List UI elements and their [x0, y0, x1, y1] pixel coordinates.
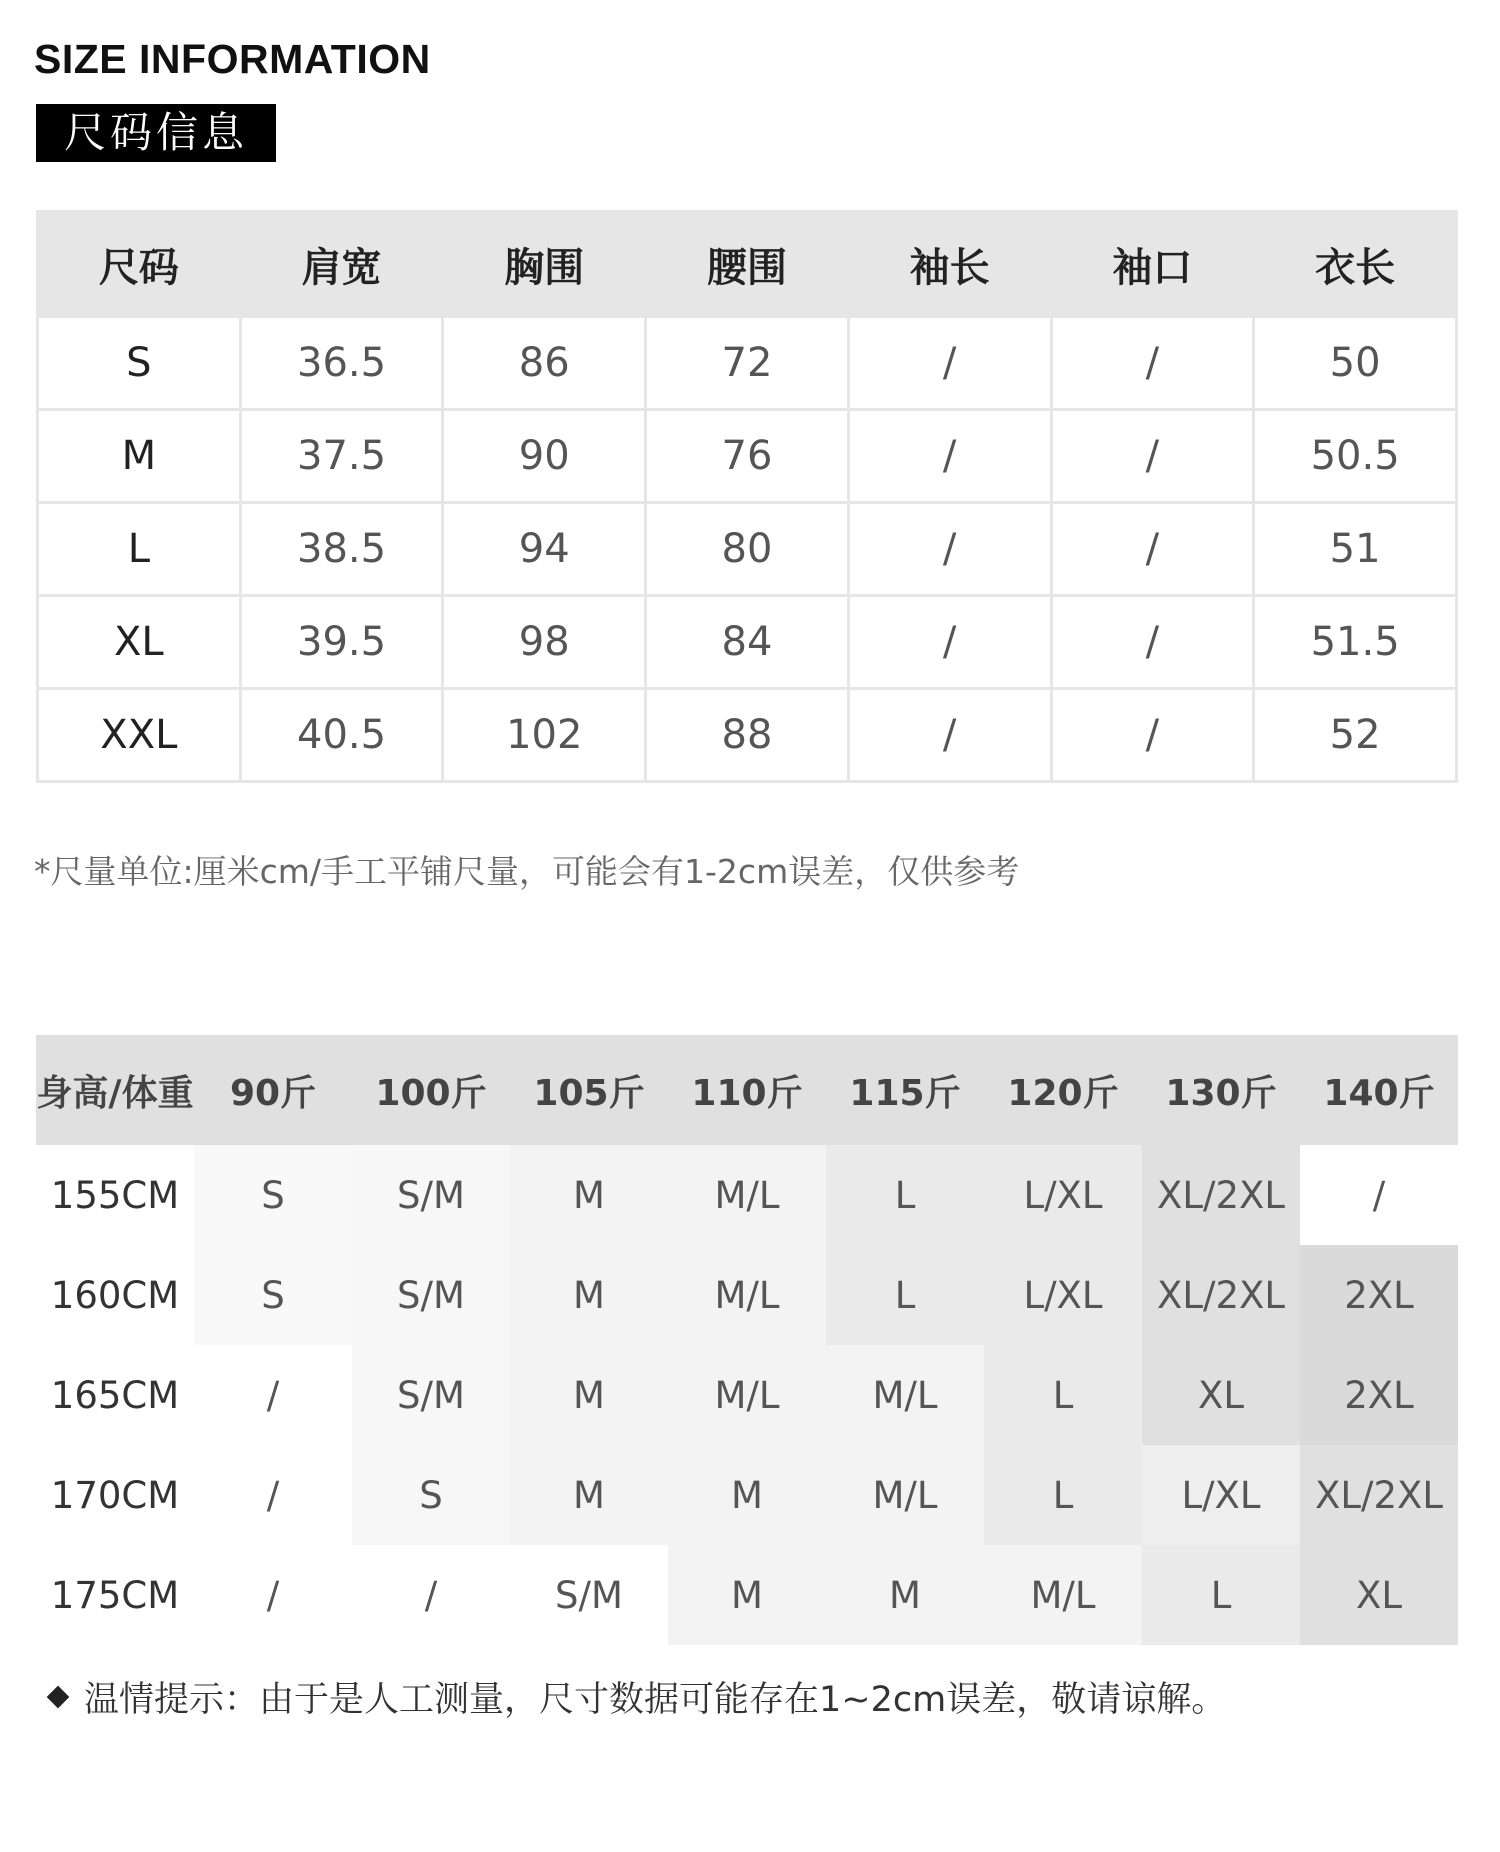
header-shoulder: 肩宽 [240, 212, 443, 317]
table-cell: 76 [646, 410, 849, 503]
recommended-size-cell: M [668, 1545, 826, 1645]
table-row [36, 1145, 1458, 1245]
recommended-size-cell: S/M [352, 1245, 510, 1345]
recommended-size-cell: M/L [826, 1345, 984, 1445]
recommended-size-cell: L [826, 1245, 984, 1345]
recommended-size-cell: M [826, 1545, 984, 1645]
table-cell: 90 [443, 410, 646, 503]
recommended-size-cell: S [352, 1445, 510, 1545]
table-cell: 88 [646, 689, 849, 782]
header-sleeve-length: 袖长 [848, 212, 1051, 317]
table-cell: / [848, 503, 1051, 596]
table-row [36, 1445, 1458, 1545]
recommended-size-cell: L [984, 1445, 1142, 1545]
recommended-size-cell: / [352, 1545, 510, 1645]
recommended-size-cell: L [1142, 1545, 1300, 1645]
recommended-size-cell: M [668, 1445, 826, 1545]
header-weight: 130斤 [1142, 1035, 1300, 1145]
header-size: 尺码 [38, 212, 241, 317]
recommended-size-cell: M/L [668, 1345, 826, 1445]
recommended-size-cell: S/M [352, 1345, 510, 1445]
recommended-size-cell: / [194, 1445, 352, 1545]
table-cell: / [1051, 689, 1254, 782]
table-cell: 51.5 [1254, 596, 1457, 689]
table-cell: / [1051, 410, 1254, 503]
table-cell: 98 [443, 596, 646, 689]
recommended-size-cell: L/XL [984, 1145, 1142, 1245]
height-cell: 175CM [50, 1573, 180, 1617]
header-weight: 90斤 [194, 1035, 352, 1145]
height-cell: 165CM [50, 1373, 180, 1417]
recommended-size-cell: L/XL [984, 1245, 1142, 1345]
recommended-size-cell: L [826, 1145, 984, 1245]
header-waist: 腰围 [646, 212, 849, 317]
table-cell: 39.5 [240, 596, 443, 689]
table-cell: 84 [646, 596, 849, 689]
recommended-size-cell: / [194, 1345, 352, 1445]
page-title-en: SIZE INFORMATION [34, 36, 431, 82]
table-cell: 37.5 [240, 410, 443, 503]
recommended-size-cell: S/M [510, 1545, 668, 1645]
header-weight: 105斤 [510, 1035, 668, 1145]
header-weight: 140斤 [1300, 1035, 1458, 1145]
table-cell: 86 [443, 317, 646, 410]
table-cell: / [848, 410, 1051, 503]
table-row [38, 596, 1457, 689]
header-height-weight: 身高/体重 [36, 1035, 194, 1145]
table-row [38, 317, 1457, 410]
size-recommendation-table [36, 1035, 1458, 1645]
table-cell: 52 [1254, 689, 1457, 782]
header-weight: 110斤 [668, 1035, 826, 1145]
diamond-icon [47, 1686, 70, 1709]
recommended-size-cell: M/L [668, 1145, 826, 1245]
header-cuff: 袖口 [1051, 212, 1254, 317]
table-cell: 72 [646, 317, 849, 410]
warm-tip-text: 温情提示：由于是人工测量，尺寸数据可能存在1~2cm误差，敬请谅解。 [84, 1680, 1227, 1720]
size-label-cell: S [38, 317, 241, 410]
table-cell: 102 [443, 689, 646, 782]
recommended-size-cell: / [194, 1545, 352, 1645]
recommended-size-cell: L/XL [1142, 1445, 1300, 1545]
size-table [36, 210, 1458, 783]
table-cell: / [848, 317, 1051, 410]
recommended-size-cell: M [510, 1145, 668, 1245]
table-row [36, 1245, 1458, 1345]
height-cell: 160CM [50, 1273, 180, 1317]
height-cell: 155CM [50, 1173, 180, 1217]
size-table-header-row [38, 212, 1457, 317]
table-row [38, 410, 1457, 503]
header-weight: 115斤 [826, 1035, 984, 1145]
rec-table-body [36, 1145, 1458, 1645]
recommended-size-cell: M [510, 1245, 668, 1345]
table-cell: / [1051, 596, 1254, 689]
header-chest: 胸围 [443, 212, 646, 317]
table-cell: / [1051, 503, 1254, 596]
table-cell: 40.5 [240, 689, 443, 782]
table-cell: 94 [443, 503, 646, 596]
recommended-size-cell: XL/2XL [1142, 1145, 1300, 1245]
size-label-cell: M [38, 410, 241, 503]
recommended-size-cell: M [510, 1345, 668, 1445]
recommended-size-cell: M [510, 1445, 668, 1545]
table-cell: 36.5 [240, 317, 443, 410]
recommended-size-cell: 2XL [1300, 1345, 1458, 1445]
recommended-size-cell: S [194, 1245, 352, 1345]
table-cell: 51 [1254, 503, 1457, 596]
table-cell: / [848, 596, 1051, 689]
table-cell: 38.5 [240, 503, 443, 596]
height-cell: 170CM [50, 1473, 180, 1517]
recommended-size-cell: / [1300, 1145, 1458, 1245]
warm-tip [50, 1672, 1226, 1722]
recommended-size-cell: XL/2XL [1300, 1445, 1458, 1545]
size-label-cell: L [38, 503, 241, 596]
table-cell: 50 [1254, 317, 1457, 410]
recommended-size-cell: XL/2XL [1142, 1245, 1300, 1345]
size-table-body [38, 317, 1457, 782]
header-weight: 100斤 [352, 1035, 510, 1145]
measurement-note: *尺量单位:厘米cm/手工平铺尺量，可能会有1-2cm误差，仅供参考 [34, 852, 1020, 891]
recommended-size-cell: M/L [668, 1245, 826, 1345]
table-cell: / [848, 689, 1051, 782]
header-length: 衣长 [1254, 212, 1457, 317]
table-cell: 80 [646, 503, 849, 596]
recommended-size-cell: XL [1300, 1545, 1458, 1645]
table-row [36, 1545, 1458, 1645]
table-cell: 50.5 [1254, 410, 1457, 503]
rec-table-header-row [36, 1035, 1458, 1145]
page-title-cn: 尺码信息 [36, 104, 276, 162]
size-label-cell: XL [38, 596, 241, 689]
size-label-cell: XXL [38, 689, 241, 782]
recommended-size-cell: M/L [826, 1445, 984, 1545]
table-cell: / [1051, 317, 1254, 410]
recommended-size-cell: 2XL [1300, 1245, 1458, 1345]
recommended-size-cell: S [194, 1145, 352, 1245]
table-row [38, 503, 1457, 596]
header-weight: 120斤 [984, 1035, 1142, 1145]
recommended-size-cell: M/L [984, 1545, 1142, 1645]
recommended-size-cell: S/M [352, 1145, 510, 1245]
table-row [38, 689, 1457, 782]
table-row [36, 1345, 1458, 1445]
recommended-size-cell: L [984, 1345, 1142, 1445]
recommended-size-cell: XL [1142, 1345, 1300, 1445]
